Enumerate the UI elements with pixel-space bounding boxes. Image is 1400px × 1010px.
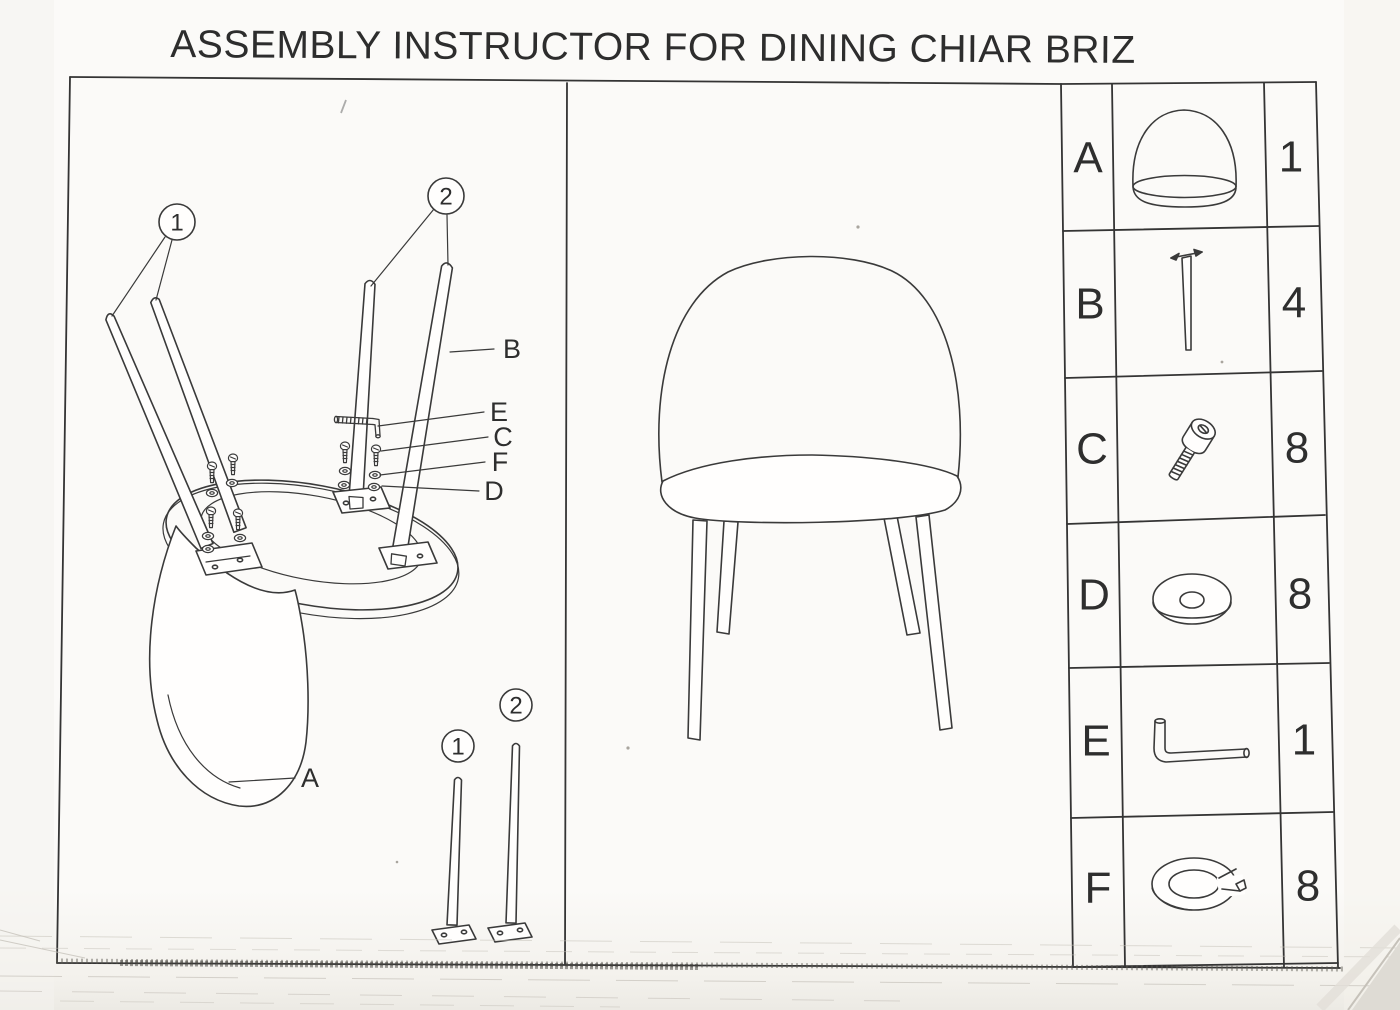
table-row bbox=[1073, 110, 1303, 207]
callout-2-number: 2 bbox=[439, 183, 453, 211]
exploded-legs-1 bbox=[106, 298, 246, 549]
bolt-icon bbox=[1162, 415, 1219, 485]
frame-left-border bbox=[57, 77, 70, 963]
row-e-qty: 1 bbox=[1291, 715, 1317, 765]
row-c-letter: C bbox=[1076, 424, 1108, 474]
allen-key-icon bbox=[1154, 719, 1249, 762]
label-bolt-C: C bbox=[493, 422, 513, 452]
row-a-qty: 1 bbox=[1278, 132, 1304, 182]
table-row bbox=[1081, 716, 1316, 766]
label-seat-shell-A: A bbox=[300, 763, 320, 793]
row-d-qty: 8 bbox=[1287, 569, 1313, 619]
label-allen-key-E: E bbox=[489, 397, 509, 427]
callout-1-number: 1 bbox=[170, 209, 184, 237]
frame-top-border bbox=[70, 77, 1061, 84]
exploded-legs-2 bbox=[349, 263, 452, 556]
table-row bbox=[1078, 570, 1312, 625]
row-c-qty: 8 bbox=[1284, 423, 1310, 473]
table-row bbox=[1076, 415, 1309, 485]
row-b-qty: 4 bbox=[1281, 278, 1307, 328]
chair-backrest bbox=[659, 256, 961, 482]
table-row bbox=[1085, 858, 1321, 913]
row-b-letter: B bbox=[1075, 279, 1105, 329]
label-spring-washer-F: F bbox=[491, 447, 509, 477]
leg-icon bbox=[1171, 250, 1202, 351]
parts-table bbox=[1061, 82, 1338, 967]
chair-legs bbox=[688, 515, 952, 740]
parts-table-grid bbox=[1061, 82, 1338, 967]
assembled-chair-drawing bbox=[659, 256, 961, 740]
label-washer-D: D bbox=[484, 476, 504, 506]
exploded-view bbox=[106, 178, 532, 944]
row-f-qty: 8 bbox=[1295, 861, 1321, 911]
loose-leg-1-number: 1 bbox=[451, 733, 465, 761]
spring-washer-icon bbox=[1152, 858, 1246, 910]
seat-shell-icon bbox=[1133, 110, 1236, 207]
loose-leg-1 bbox=[447, 777, 462, 925]
row-e-letter: E bbox=[1081, 716, 1111, 766]
label-leg-B: B bbox=[502, 334, 522, 364]
sheet-title: ASSEMBLY INSTRUCTOR FOR DINING CHIAR BRIZ bbox=[170, 23, 1136, 72]
loose-legs bbox=[432, 689, 532, 944]
row-d-letter: D bbox=[1078, 570, 1110, 620]
row-a-letter: A bbox=[1073, 133, 1103, 183]
loose-leg-2 bbox=[506, 743, 520, 923]
panel-divider bbox=[565, 83, 567, 964]
table-row bbox=[1075, 250, 1306, 351]
scan-speck-mark bbox=[341, 100, 346, 113]
loose-leg-2-number: 2 bbox=[509, 692, 523, 720]
row-f-letter: F bbox=[1084, 863, 1112, 913]
chair-seat-cushion bbox=[661, 455, 961, 523]
flat-washer-icon bbox=[1153, 574, 1231, 624]
